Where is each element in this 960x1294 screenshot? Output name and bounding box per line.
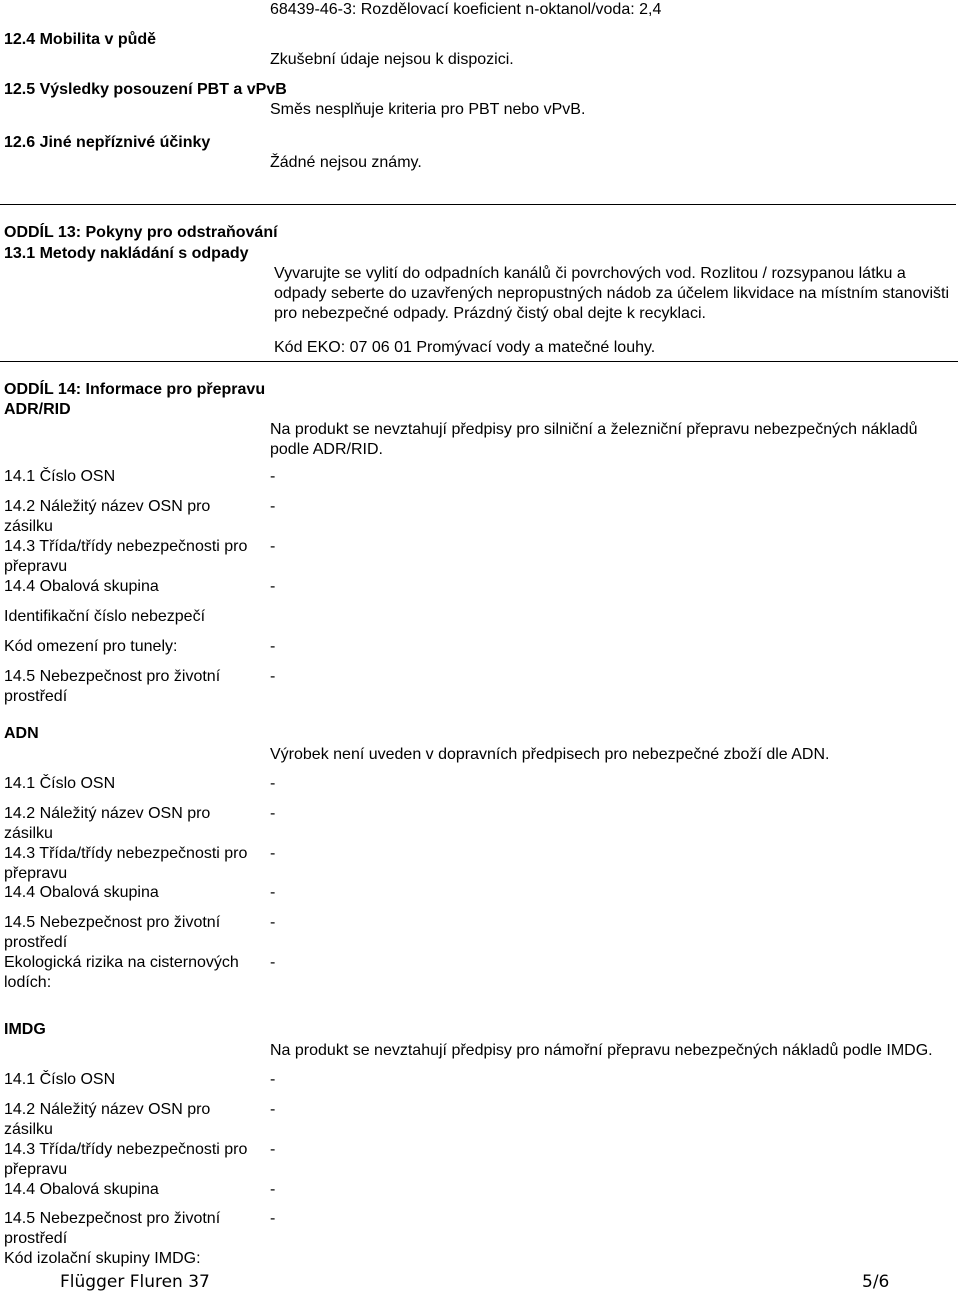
other-effects-heading: 12.6 Jiné nepříznivé účinky xyxy=(4,134,211,151)
section-divider xyxy=(0,361,958,362)
pbt-heading: 12.5 Výsledky posouzení PBT a vPvB xyxy=(4,81,287,98)
adn-un-number-value: - xyxy=(270,775,276,792)
adr-hazard-id-label: Identifikační číslo nebezpečí xyxy=(4,608,206,625)
adn-shipping-name-label: 14.2 Náležitý název OSN pro zásilku xyxy=(4,805,211,842)
adr-env-hazard-value: - xyxy=(270,668,276,685)
adn-heading: ADN xyxy=(4,725,39,742)
adn-env-hazard-label: 14.5 Nebezpečnost pro životní prostředí xyxy=(4,914,221,951)
imdg-hazard-class-label: 14.3 Třída/třídy nebezpečnosti pro přepravu xyxy=(4,1141,248,1178)
section-13-title: ODDÍL 13: Pokyny pro odstraňování xyxy=(4,224,278,241)
adn-env-hazard-value: - xyxy=(270,914,276,931)
section-13-subheading: 13.1 Metody nakládání s odpady xyxy=(4,245,249,262)
adn-note: Výrobek není uveden v dopravních předpisech pro nebezpečné zboží dle ADN. xyxy=(270,746,830,763)
imdg-un-number-value: - xyxy=(270,1071,276,1088)
adn-tank-vessel-label: Ekologická rizika na cisternových lodích: xyxy=(4,954,239,991)
pbt-value: Směs nesplňuje kriteria pro PBT nebo vPvB. xyxy=(270,101,586,118)
imdg-env-hazard-label: 14.5 Nebezpečnost pro životní prostředí xyxy=(4,1210,221,1247)
adn-tank-vessel-value: - xyxy=(270,954,276,971)
imdg-segregation-label: Kód izolační skupiny IMDG: xyxy=(4,1250,201,1267)
imdg-heading: IMDG xyxy=(4,1021,46,1038)
partition-coefficient: 68439-46-3: Rozdělovací koeficient n-oktanol/voda: 2,4 xyxy=(270,1,662,18)
adr-un-number-value: - xyxy=(270,468,276,485)
imdg-shipping-name-value: - xyxy=(270,1101,276,1118)
eko-code: Kód EKO: 07 06 01 Promývací vody a matečné louhy. xyxy=(274,339,656,356)
adr-un-number-label: 14.1 Číslo OSN xyxy=(4,468,116,485)
mobility-value: Zkušební údaje nejsou k dispozici. xyxy=(270,51,514,68)
adr-rid-note: Na produkt se nevztahují předpisy pro silniční a železniční přepravu nebezpečných nákladů podle ADR/RID. xyxy=(270,421,918,458)
adn-packing-group-value: - xyxy=(270,884,276,901)
adr-hazard-class-value: - xyxy=(270,538,276,555)
adr-packing-group-value: - xyxy=(270,578,276,595)
adr-shipping-name-value: - xyxy=(270,498,276,515)
section-divider xyxy=(0,204,956,205)
imdg-hazard-class-value: - xyxy=(270,1141,276,1158)
section-14-title: ODDÍL 14: Informace pro přepravu xyxy=(4,381,266,398)
imdg-packing-group-value: - xyxy=(270,1181,276,1198)
adr-tunnel-code-label: Kód omezení pro tunely: xyxy=(4,638,178,655)
footer-page-number: 5/6 xyxy=(862,1272,890,1292)
adn-hazard-class-label: 14.3 Třída/třídy nebezpečnosti pro přepravu xyxy=(4,845,248,882)
adr-shipping-name-label: 14.2 Náležitý název OSN pro zásilku xyxy=(4,498,211,535)
adn-un-number-label: 14.1 Číslo OSN xyxy=(4,775,116,792)
adn-shipping-name-value: - xyxy=(270,805,276,822)
imdg-note: Na produkt se nevztahují předpisy pro námořní přepravu nebezpečných nákladů podle IMDG. xyxy=(270,1042,933,1059)
imdg-shipping-name-label: 14.2 Náležitý název OSN pro zásilku xyxy=(4,1101,211,1138)
footer-product-name: Flügger Fluren 37 xyxy=(60,1272,210,1292)
adr-rid-heading: ADR/RID xyxy=(4,401,71,418)
adr-hazard-class-label: 14.3 Třída/třídy nebezpečnosti pro přepravu xyxy=(4,538,248,575)
adn-hazard-class-value: - xyxy=(270,845,276,862)
adr-env-hazard-label: 14.5 Nebezpečnost pro životní prostředí xyxy=(4,668,221,705)
imdg-un-number-label: 14.1 Číslo OSN xyxy=(4,1071,116,1088)
other-effects-value: Žádné nejsou známy. xyxy=(270,154,422,171)
imdg-packing-group-label: 14.4 Obalová skupina xyxy=(4,1181,159,1198)
adr-tunnel-code-value: - xyxy=(270,638,276,655)
imdg-env-hazard-value: - xyxy=(270,1210,276,1227)
adn-packing-group-label: 14.4 Obalová skupina xyxy=(4,884,159,901)
adr-packing-group-label: 14.4 Obalová skupina xyxy=(4,578,159,595)
mobility-heading: 12.4 Mobilita v půdě xyxy=(4,31,157,48)
waste-disposal-text: Vyvarujte se vylití do odpadních kanálů či povrchových vod. Rozlitou / rozsypanou látku a odpady seberte do uzavřených nepropustných nádob za účelem likvidace na místním stanovišti pro nebezpečné odpady. Prázdný čistý obal dejte k recyklaci. xyxy=(274,265,950,322)
